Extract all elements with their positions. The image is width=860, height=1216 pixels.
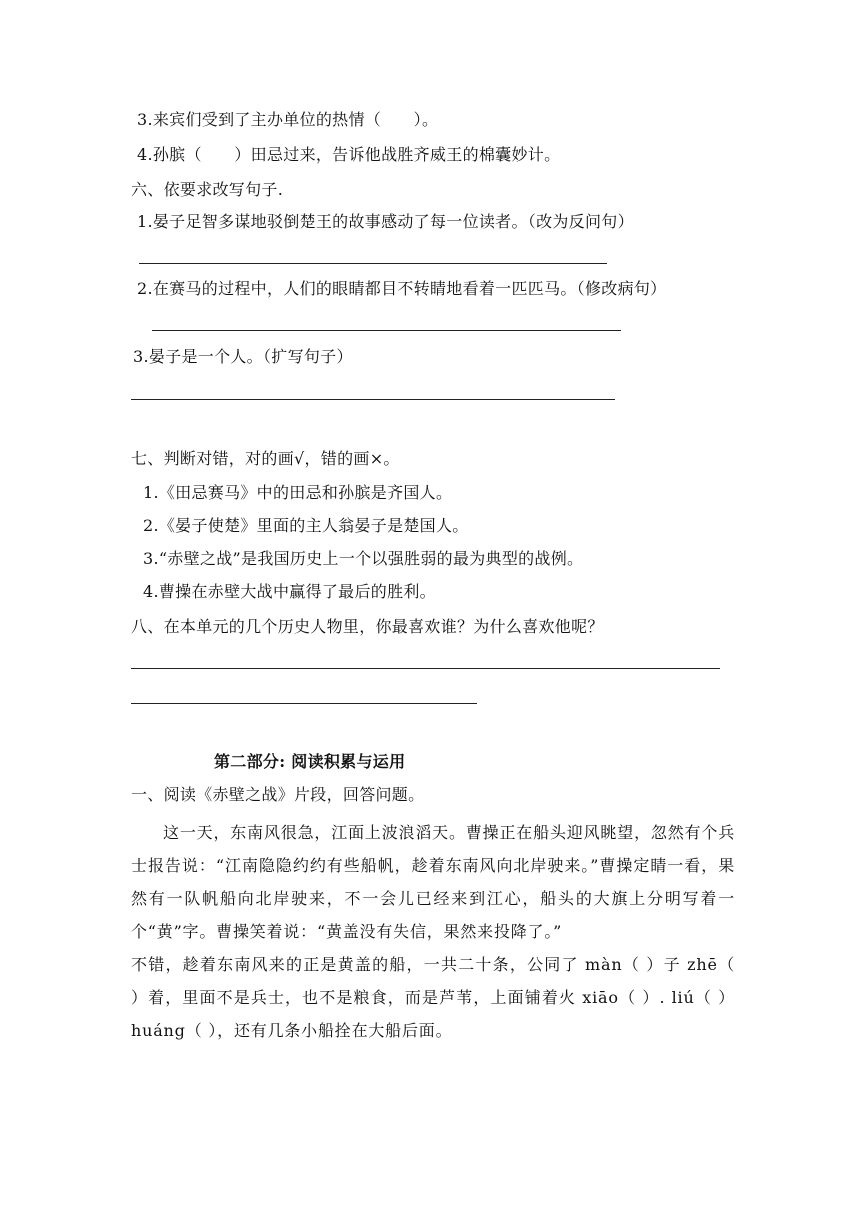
passage-paragraph-2: 不错，趁着东南风来的正是黄盖的船，一共二十条，公同了 màn（ ）子 zhē（ ）着，里面不是兵士，也不是粮食，而是芦苇，上面铺着火 xiāo（ ）. liú（ ）huáng（ ），还有几条小船拴在大船后面。 <box>131 955 735 1040</box>
section-8-heading: 八、在本单元的几个历史人物里，你最喜欢谁？为什么喜欢他呢？ <box>131 617 604 636</box>
section-7-heading: 七、判断对错，对的画√，错的画×。 <box>131 449 400 468</box>
question-7-1: 1.《田忌赛马》中的田忌和孙膑是齐国人。 <box>143 483 453 502</box>
answer-line-6-3[interactable] <box>131 399 615 400</box>
question-7-4: 4.曹操在赤壁大战中赢得了最后的胜利。 <box>143 582 436 601</box>
question-7-2: 2.《晏子使楚》里面的主人翁晏子是楚国人。 <box>143 516 469 535</box>
question-6-1: 1.晏子足智多谋地驳倒楚王的故事感动了每一位读者。（改为反问句） <box>137 212 634 231</box>
reading-1-heading: 一、阅读《赤壁之战》片段，回答问题。 <box>131 785 425 804</box>
question-6-3: 3.晏子是一个人。（扩写句子） <box>133 347 353 366</box>
passage-paragraph-1: 这一天，东南风很急，江面上波浪滔天。曹操正在船头迎风眺望，忽然有个兵士报告说：“江南隐隐约约有些船帆，趁着东南风向北岸驶来。”曹操定睛一看，果然有一队帆船向北岸驶来，不一会儿已经来到江心，船头的大旗上分明写着一个“黄”字。曹操笑着说：“黄盖没有失信，果然来投降了。” <box>131 823 735 941</box>
section-6-heading: 六、依要求改写句子. <box>131 180 284 199</box>
question-7-3: 3.“赤壁之战”是我国历史上一个以强胜弱的最为典型的战例。 <box>143 549 584 568</box>
answer-line-6-1[interactable] <box>139 263 607 264</box>
question-6-2: 2.在赛马的过程中，人们的眼睛都目不转睛地看着一匹匹马。（修改病句） <box>137 279 667 298</box>
question-5-4: 4.孙膑（ ）田忌过来，告诉他战胜齐威王的棉囊妙计。 <box>137 145 561 164</box>
answer-line-8-2[interactable] <box>131 703 477 704</box>
answer-line-6-2[interactable] <box>152 330 621 331</box>
answer-line-8-1[interactable] <box>131 668 720 669</box>
question-5-3: 3.来宾们受到了主办单位的热情（ ）。 <box>137 110 439 129</box>
part-2-title: 第二部分: 阅读积累与运用 <box>214 752 406 771</box>
